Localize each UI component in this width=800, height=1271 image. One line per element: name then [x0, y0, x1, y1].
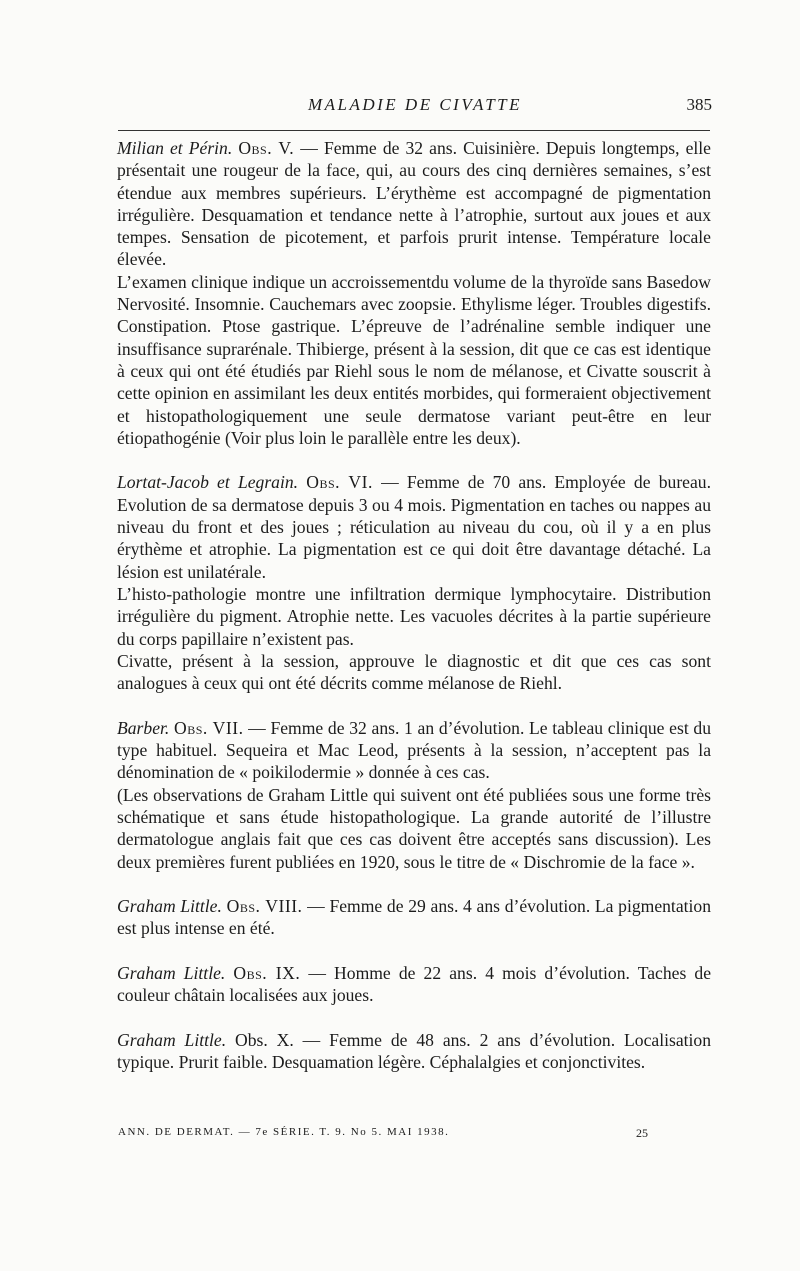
observation-paragraph: Civatte, présent à la session, approuve le diagnostic et dit que ces cas sont analogues à ceux qui ont été décrits comme mélanose de Riehl. — [117, 650, 711, 694]
observation-author: Graham Little. — [117, 962, 226, 983]
observation-5 — [117, 137, 711, 449]
page-number: 385 — [686, 95, 712, 114]
observation-label: Obs. X. — [235, 1029, 294, 1050]
observation-9 — [117, 962, 711, 1007]
observation-author: Graham Little. — [117, 896, 222, 917]
observation-10 — [117, 1029, 711, 1074]
article-body — [117, 137, 711, 1073]
observation-paragraph — [117, 717, 711, 784]
observation-paragraph — [117, 962, 711, 1007]
observation-text: — Femme de 29 ans. 4 ans d’évolution. La pigmentation est plus intense en été. — [117, 896, 712, 939]
signature-number: 25 — [636, 1126, 648, 1140]
observation-author: Barber. — [117, 717, 170, 738]
observation-paragraph — [117, 895, 711, 940]
observation-label: Obs. IX. — [233, 962, 301, 983]
observation-label: Obs. VII. — [174, 717, 244, 738]
header-rule — [118, 130, 710, 131]
observation-paragraph: L’histo-pathologie montre une infiltration dermique lymphocytaire. Distribution irrégulière du pigment. Atrophie nette. Les vacuoles décrites à la partie supérieure du corps papillaire n’existent pas. — [117, 583, 711, 649]
observation-text: — Femme de 70 ans. Employée de bureau. Evolution de sa dermatose depuis 3 ou 4 mois. Pigmentation en taches ou nappes au niveau du front et des joues ; réticulation au niveau du cou, où il y a en plus érythème et atrophie. La pigmentation est ce qui doit être davantage détaché. La lésion est unilatérale. — [117, 472, 711, 582]
observation-8 — [117, 895, 711, 940]
observation-6 — [117, 471, 711, 694]
observation-label: Obs. VI. — [306, 472, 373, 493]
observation-paragraph — [117, 471, 711, 582]
running-title: MALADIE DE CIVATTE — [307, 95, 523, 114]
observation-label: Obs. V. — [238, 138, 295, 158]
observation-text: — Femme de 32 ans. Cuisinière. Depuis longtemps, elle présentait une rougeur de la face, qui, au cours des cinq dernières semaines, s’est étendue aux membres supérieurs. L’érythème est accompagné de pigmentation irrégulière. Desquamation et tendance nette à l’atrophie, surtout aux joues et aux tempes. Sensation de picotement, et parfois prurit intense. Température locale élevée. — [117, 138, 711, 270]
observation-7 — [117, 717, 711, 873]
observation-text: — Femme de 48 ans. 2 ans d’évolution. Localisation typique. Prurit faible. Desquamation légère. Céphalalgies et conjonctivites. — [117, 1029, 711, 1073]
page-header — [118, 95, 712, 119]
observation-paragraph — [117, 137, 711, 271]
observation-paragraph — [117, 1029, 711, 1074]
observation-paragraph: L’examen clinique indique un accroissementdu volume de la thyroïde sans Basedow Nervosité. Insomnie. Cauchemars avec zoopsie. Ethylisme léger. Troubles digestifs. Constipation. Ptose gastrique. L’épreuve de l’adrénaline semble indiquer une insuffisance suprarénale. Thibierge, présent à la session, dit que ce cas est identique à ceux qui ont été étudiés par Riehl sous le nom de mélanose, et Civatte souscrit à cette opinion en assimilant les deux entités morbides, qui formeraient objectivement et histopathologiquement une seule dermatose variant peut-être en leur étiopathogénie (Voir plus loin le parallèle entre les deux). — [117, 271, 711, 448]
observation-paragraph: (Les observations de Graham Little qui suivent ont été publiées sous une forme très schématique et sans étude histopathologique. La grande autorité de l’illustre dermatologue anglais fait que ces cas doivent être acceptés sans discussion). Les deux premières furent publiées en 1920, sous le titre de « Dischromie de la face ». — [117, 784, 711, 872]
observation-author: Lortat-Jacob et Legrain. — [117, 472, 299, 493]
observation-text: — Femme de 32 ans. 1 an d’évolution. Le tableau clinique est du type habituel. Sequeira et Mac Leod, présents à la session, n’acceptent pas la dénomination de « poikilodermie » donnée à ces cas. — [117, 717, 711, 783]
observation-label: Obs. VIII. — [226, 896, 303, 917]
journal-citation: ANN. DE DERMAT. — 7e SÉRIE. T. 9. No 5. MAI 1938. — [118, 1126, 450, 1138]
page-footer — [118, 1126, 712, 1144]
observation-author: Milian et Périn. — [117, 138, 233, 158]
observation-text: — Homme de 22 ans. 4 mois d’évolution. Taches de couleur châtain localisées aux joues. — [117, 962, 711, 1006]
observation-author: Graham Little. — [117, 1029, 227, 1050]
